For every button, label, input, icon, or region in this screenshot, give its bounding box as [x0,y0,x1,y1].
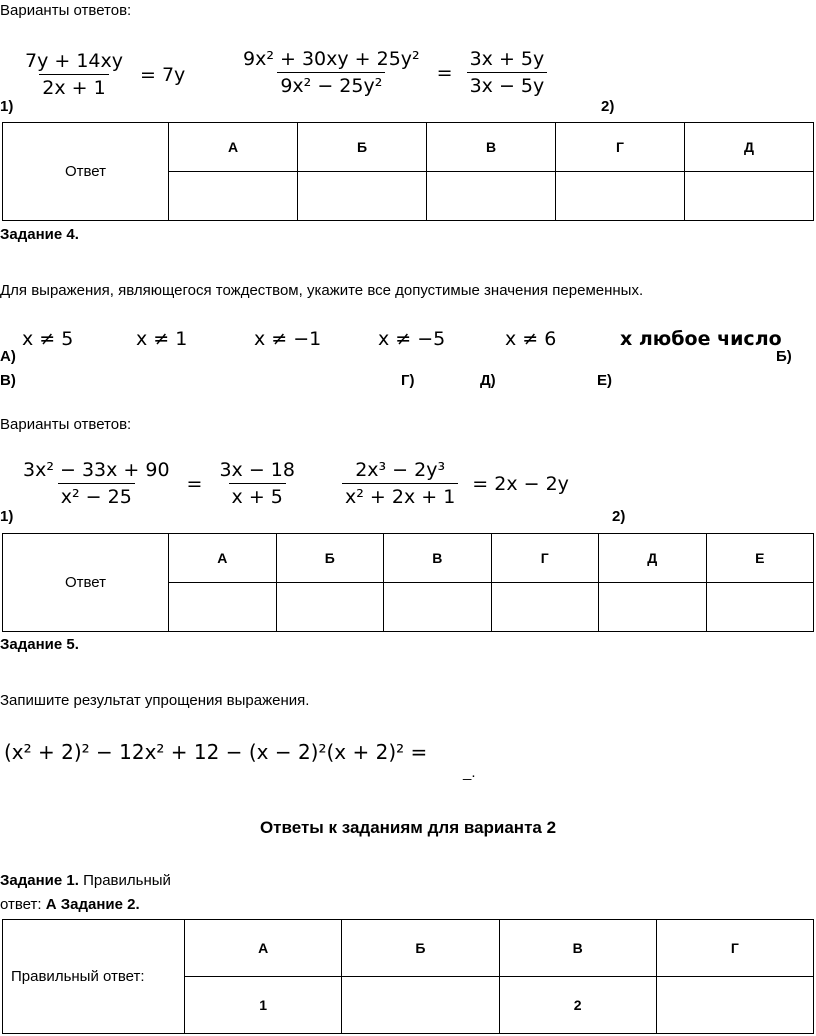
condition-d: x ≠ −5 [378,328,446,350]
answer-task-2-line [0,896,140,913]
answer-cell[interactable] [169,583,277,632]
answer-cell[interactable] [298,172,427,221]
option-1-marker-2: 1) [0,508,14,525]
answer-value-cell [656,977,813,1034]
fraction: $\frac{\text{9x² + 30xy + 25y²}}{\text{9x² − 25y²}}$ [243,48,420,97]
fraction: $\frac{\text{2x³ − 2y³}}{\text{x² + 2x + 1}}$ [342,459,458,508]
column-header: Е [706,534,814,583]
task-1-text-2: ответ: [0,896,46,913]
column-header: Г [556,123,685,172]
task-5-instruction: Запишите результат упрощения выражения. [0,692,310,709]
answer-value-cell: 1 [185,977,342,1034]
marker-a: А) [0,348,16,365]
fraction: $\frac{7y + 14xy}{2x + 1}$ [25,50,123,99]
column-header: А [185,920,342,977]
column-header: Г [656,920,813,977]
row-label: Правильный ответ: [3,920,185,1034]
condition-e: x ≠ 6 [505,328,557,350]
column-header: Б [276,534,384,583]
fraction: $\frac{3x - 18}{x + 5}$ [219,459,295,508]
answer-task-1-line [0,872,171,889]
task-5-expression: (x² + 2)² − 12x² + 12 − (x − 2)²(x + 2)² = [4,740,428,764]
task-1-text: Правильный [78,872,171,889]
column-header: В [384,534,492,583]
column-header: В [427,123,556,172]
column-header: Б [298,123,427,172]
expression-1-2 [240,48,547,97]
answers-heading: Ответы к заданиям для варианта 2 [259,818,557,837]
condition-b: x ≠ 1 [136,328,188,350]
marker-f: Е) [597,372,612,389]
equals-sign: = [436,61,453,84]
answers-table [2,919,814,1034]
fraction: $\frac{3x + 5y}{3x - 5y}$ [467,48,548,97]
equals-sign: = [186,472,203,495]
variants-label-1: Варианты ответов: [0,2,132,19]
answer-cell[interactable] [427,172,556,221]
task-1-answer: А [45,896,57,913]
expression-2-2 [342,459,569,508]
answer-cell[interactable] [169,172,298,221]
task-2-label: Задание 2. [56,896,140,913]
column-header: А [169,123,298,172]
fraction: $\frac{\text{3x² − 33x + 90}}{\text{x² − 25}}$ [23,459,170,508]
equation-rhs: = 7y [140,63,186,86]
column-header: А [169,534,277,583]
column-header: В [499,920,656,977]
answer-cell[interactable] [384,583,492,632]
answer-cell[interactable] [685,172,814,221]
option-1-marker: 1) [0,98,14,115]
answer-cell[interactable] [599,583,707,632]
task-4-instruction: Для выражения, являющегося тождеством, укажите все допустимые значения переменных. [0,282,644,299]
expression-2-1 [20,459,298,508]
option-2-marker-2: 2) [612,508,626,525]
expression-1-1 [22,50,185,99]
task-4-title: Задание 4. [0,226,79,243]
answer-cell[interactable] [706,583,814,632]
task-5-title: Задание 5. [0,636,79,653]
answer-table-2 [2,533,814,632]
row-label: Ответ [3,534,169,632]
answer-value-cell [342,977,499,1034]
condition-a: x ≠ 5 [22,328,74,350]
marker-d: Г) [401,372,415,389]
condition-f: x любое число [620,328,782,350]
row-label: Ответ [3,123,169,221]
variants-label-2: Варианты ответов: [0,416,132,433]
column-header: Г [491,534,599,583]
answer-cell[interactable] [556,172,685,221]
answer-value-cell: 2 [499,977,656,1034]
marker-b: Б) [776,348,792,365]
marker-e: Д) [480,372,496,389]
option-2-marker: 2) [601,98,615,115]
column-header: Д [685,123,814,172]
answer-table-1 [2,122,814,221]
column-header: Б [342,920,499,977]
column-header: Д [599,534,707,583]
task-1-label: Задание 1. [0,872,79,889]
marker-c: В) [0,372,16,389]
condition-c: x ≠ −1 [254,328,322,350]
task-5-answer-blank[interactable]: _. [463,764,476,781]
equation-rhs: = 2x − 2y [472,472,569,495]
answer-cell[interactable] [491,583,599,632]
answer-cell[interactable] [276,583,384,632]
